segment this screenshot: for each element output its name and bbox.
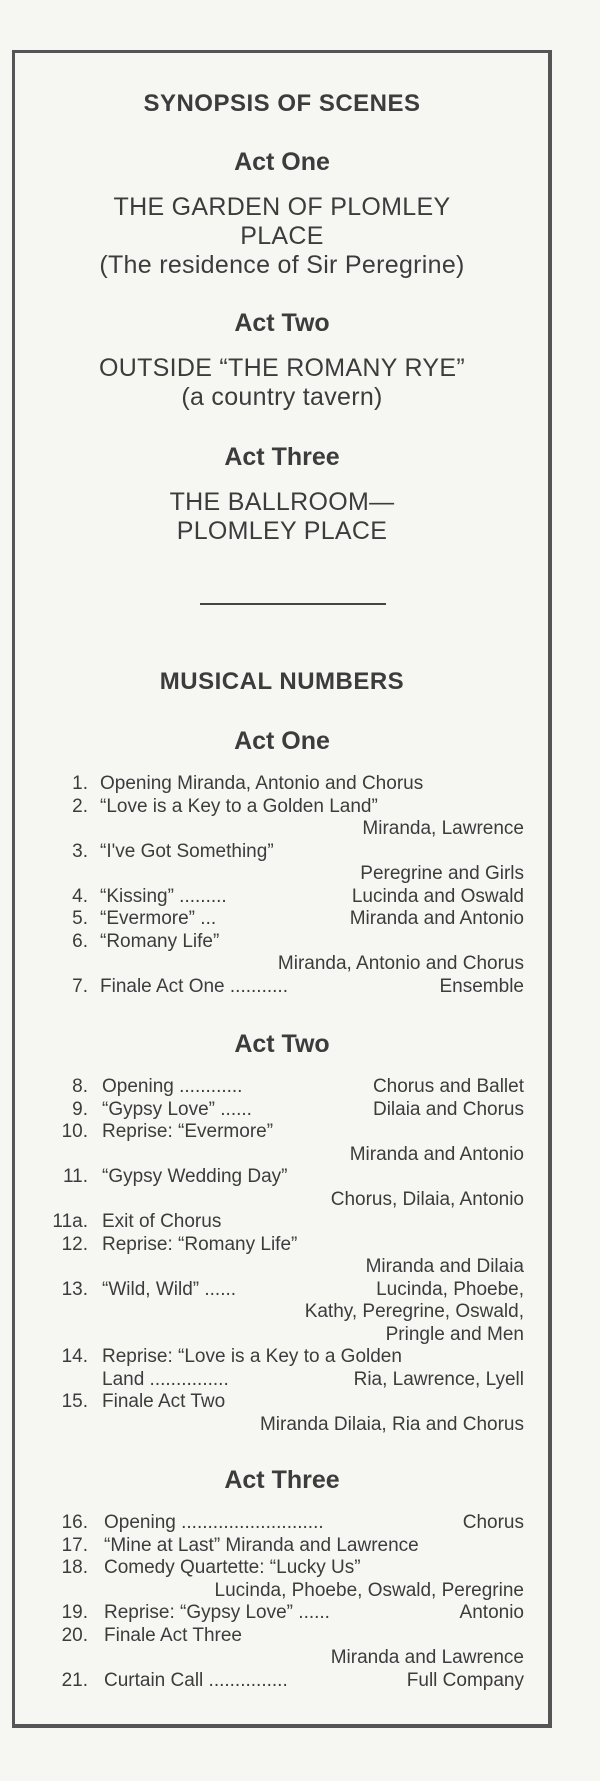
number-title: Opening ............ [102,1076,243,1097]
musical-numbers-heading: MUSICAL NUMBERS [159,668,405,695]
number-performers: Miranda, Lawrence [362,818,524,839]
list-item [52,1414,524,1437]
list-item [52,841,524,864]
number-title: Finale Act Three [104,1624,243,1646]
list-item [52,1512,524,1535]
list-item [52,1256,524,1279]
list-item [52,976,524,999]
list-item [52,1099,524,1122]
number-label: 7. [72,975,88,997]
list-item [52,773,524,796]
list-item [52,1121,524,1144]
number-label: 14. [61,1346,88,1367]
number-title: “Gypsy Wedding Day” [102,1166,288,1187]
number-label: 9. [72,1098,88,1120]
musical-act-three-list [52,1512,524,1692]
number-title: Finale Act Two [102,1391,226,1412]
synopsis-act-two-title: Act Two [234,309,330,337]
number-title: Reprise: “Love is a Key to a Golden [102,1346,402,1367]
number-performers: Miranda and Dilaia [365,1256,524,1277]
number-performers: Chorus, Dilaia, Antonio [330,1188,524,1210]
number-performers: Pringle and Men [385,1323,524,1345]
number-performers: Chorus and Ballet [372,1076,524,1097]
synopsis-act-one-line: THE GARDEN OF PLOMLEY [113,193,451,221]
number-label: 3. [72,840,88,862]
synopsis-act-one-line: PLACE [240,222,324,250]
number-performers: Kathy, Peregrine, Oswald, [304,1301,524,1322]
number-performers: Lucinda, Phoebe, [376,1278,524,1300]
synopsis-act-two-line: (a country tavern) [181,383,383,411]
musical-act-one-title: Act One [234,727,330,755]
list-item [52,1346,524,1369]
number-performers: Miranda and Antonio [349,908,524,929]
number-title: Opening Miranda, Antonio and Chorus [100,773,424,794]
number-title: Curtain Call ............... [104,1669,288,1691]
number-label: 6. [72,930,88,952]
synopsis-act-one-title: Act One [234,148,330,176]
list-item [52,1670,524,1693]
synopsis-act-three-title: Act Three [224,443,340,471]
number-performers: Chorus [462,1512,524,1533]
list-item [52,1279,524,1302]
synopsis-act-two-line: OUTSIDE “THE ROMANY RYE” [98,354,466,382]
list-item [52,1602,524,1625]
number-performers: Lucinda, Phoebe, Oswald, Peregrine [214,1579,524,1601]
list-item [52,1301,524,1324]
number-performers: Ria, Lawrence, Lyell [353,1368,524,1390]
number-label: 5. [72,908,88,929]
musical-act-three-title: Act Three [224,1466,340,1494]
number-title: “Wild, Wild” ...... [102,1278,237,1300]
number-label: 15. [61,1391,88,1412]
number-title: “Romany Life” [100,930,220,952]
number-performers: Ensemble [439,975,524,997]
list-item [52,953,524,976]
list-item [52,1189,524,1212]
number-label: 4. [72,885,88,907]
list-item [52,796,524,819]
list-item [52,818,524,841]
number-performers: Lucinda and Oswald [351,885,524,907]
synopsis-act-three-line: THE BALLROOM— [169,488,395,516]
number-label: 13. [61,1278,88,1300]
musical-act-two-title: Act Two [234,1030,330,1058]
list-item [52,1076,524,1099]
list-item [52,1369,524,1392]
number-title: “Love is a Key to a Golden Land” [100,795,378,817]
number-label: 8. [72,1076,88,1097]
list-item [52,1557,524,1580]
list-item [52,1144,524,1167]
list-item [52,1166,524,1189]
number-performers: Full Company [406,1669,524,1691]
number-title: Comedy Quartette: “Lucky Us” [104,1557,361,1578]
number-label: 10. [61,1121,88,1142]
list-item [52,1324,524,1347]
list-item [52,1580,524,1603]
number-label: 18. [61,1557,88,1578]
number-label: 17. [61,1534,88,1556]
list-item [52,908,524,931]
number-performers: Peregrine and Girls [360,863,524,884]
number-label: 11. [62,1166,88,1187]
number-title: Reprise: “Romany Life” [102,1233,298,1255]
number-label: 20. [61,1624,88,1646]
number-title: “I've Got Something” [100,840,274,862]
list-item [52,1647,524,1670]
list-item [52,931,524,954]
number-title: “Gypsy Love” ...... [102,1098,252,1120]
number-label: 21. [61,1669,88,1691]
number-performers: Antonio [459,1602,524,1623]
number-label: 11a. [52,1211,88,1232]
number-title: “Evermore” ... [100,908,217,929]
musical-act-one-list [52,773,524,998]
number-label: 12. [61,1233,88,1255]
list-item [52,1211,524,1234]
number-performers: Miranda and Lawrence [330,1647,524,1668]
synopsis-act-three-line: PLOMLEY PLACE [176,517,388,545]
synopsis-act-one-line: (The residence of Sir Peregrine) [99,251,465,279]
number-title: Reprise: “Gypsy Love” ...... [104,1602,330,1623]
list-item [52,886,524,909]
number-title: “Kissing” ......... [100,885,227,907]
number-title: Opening ........................... [104,1512,324,1533]
list-item [52,1535,524,1558]
section-divider [200,603,386,605]
number-label: 16. [61,1512,88,1533]
list-item [52,1625,524,1648]
number-title: “Mine at Last” Miranda and Lawrence [104,1534,419,1556]
number-performers: Miranda, Antonio and Chorus [277,953,524,974]
synopsis-heading: SYNOPSIS OF SCENES [143,90,421,117]
number-title: Exit of Chorus [102,1211,222,1232]
number-performers: Dilaia and Chorus [372,1098,524,1120]
number-title: Land ............... [102,1368,229,1390]
list-item [52,1234,524,1257]
list-item [52,1391,524,1414]
number-label: 1. [72,773,88,794]
number-performers: Miranda and Antonio [349,1143,524,1165]
number-label: 19. [61,1602,88,1623]
list-item [52,863,524,886]
number-label: 2. [72,795,88,817]
number-performers: Miranda Dilaia, Ria and Chorus [259,1413,524,1435]
number-title: Finale Act One ........... [100,975,288,997]
musical-act-two-list [52,1076,524,1436]
number-title: Reprise: “Evermore” [102,1121,274,1142]
